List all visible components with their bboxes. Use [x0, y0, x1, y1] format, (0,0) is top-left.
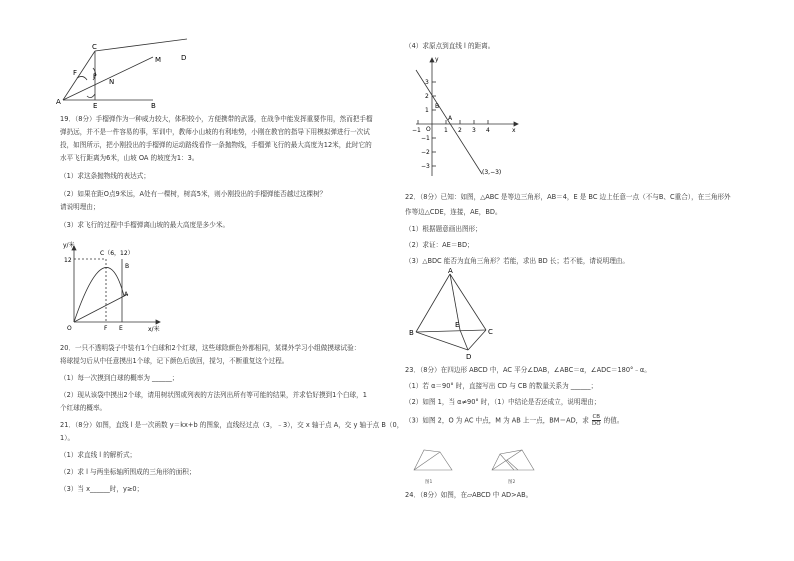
caption-fig1: 图1: [425, 480, 433, 485]
origin-label: O: [67, 325, 72, 332]
q19-line4: 水平飞行距离为6米，山坡 OA 的坡度为1：3。: [60, 154, 199, 162]
q19-sub3: （3）求飞行的过程中手榴弹离山坡的最大高度是多少米。: [60, 221, 230, 229]
point-f-label: F: [104, 325, 108, 332]
label-e: E: [93, 102, 98, 110]
construction-figure: [55, 38, 195, 110]
q23-sub1: （1）若 α＝90° 时，直接写出 CD 与 CB 的数量关系为 ______；: [405, 382, 598, 390]
q19-sub2: （2）如果在距O点9米远，A处有一棵树，树高5米，则小刚投出的手榴弹能否越过这棵树？: [60, 190, 327, 198]
label-d: D: [466, 353, 472, 361]
q19-line1: 19．（8分）手榴弹作为一种威力较大，体积较小，方便携带的武器，在战争中能发挥重要作用，然而把手榴: [60, 115, 373, 123]
y-tick-1: 1: [425, 107, 429, 114]
point-b: B: [435, 103, 440, 110]
label-b: B: [409, 329, 414, 337]
y-tick-neg1: −1: [421, 135, 430, 142]
fraction-denominator: DO: [591, 421, 601, 427]
label-d: D: [181, 54, 187, 62]
label-a: A: [56, 98, 61, 106]
y-tick-neg2: −2: [421, 149, 430, 156]
label-f: F: [73, 69, 78, 77]
q22-sub1: （1）根据题意画出图形；: [405, 225, 482, 233]
q22-sub2: （2）求证：AE＝BD；: [405, 241, 474, 249]
x-axis-label: x/米: [148, 326, 160, 333]
q20-sub2b: 个红球的概率。: [60, 404, 107, 412]
q21-sub4: （4）求原点到直线 l 的距离。: [405, 42, 495, 50]
q23-sub2: （2）如图 1，当 α≠90° 时，（1）中结论是否还成立，说明理由；: [405, 398, 601, 406]
q20-line1: 20．一只不透明袋子中装有1个白球和2个红球，这些球除颜色外都相同，某课外学习小组做摸球试验：: [60, 344, 361, 352]
point-b-label: B: [125, 263, 130, 270]
point-3-neg3: (3,−3): [482, 169, 502, 176]
point-a-label: A: [124, 291, 129, 298]
q21-line2: 1）。: [60, 434, 75, 442]
q19-sub2b: 请说明理由；: [60, 203, 100, 211]
point-e-label: E: [119, 325, 123, 332]
q20-sub1: （1）每一次摸到白球的概率为 ______；: [60, 374, 179, 382]
x-tick-2: 2: [458, 127, 462, 134]
y-axis-letter: y: [435, 56, 439, 63]
q22-line2: 作等边△CDE，连接，AE，BD。: [405, 208, 502, 216]
origin-o: O: [426, 126, 431, 133]
parabola-graph: [60, 238, 170, 333]
quad-figure-2: [488, 444, 540, 486]
q19-line3: 投，如图所示，把小刚投出的手榴弹的运动路线看作一条抛物线，手榴弹飞行的最大高度为12米，此时它的: [60, 141, 372, 149]
fraction-numerator: CB: [592, 414, 601, 420]
q23-line1: 23．（8分）在四边形 ABCD 中，AC 平分∠DAB，∠ABC＝α，∠ADC＝180°﹣α。: [405, 366, 651, 374]
q23-sub3-tail: 的值。: [603, 416, 624, 425]
q22-sub3: （3）△BDC 能否为直角三角形？若能，求出 BD 长；若不能，请说明理由。: [405, 257, 629, 265]
q19-sub1: （1）求这条抛物线的表达式；: [60, 172, 150, 180]
label-a: A: [448, 267, 453, 275]
coordinate-graph: [412, 52, 524, 182]
x-tick-neg1: −1: [412, 127, 421, 134]
label-p: P: [93, 73, 97, 80]
label-m: M: [155, 56, 162, 64]
label-n: N: [109, 78, 115, 86]
q19-line2: 弹扔远，并不是一件容易的事，军训中，教师小山坡的有利地势，小刚在教官的指导下用模拟弹进行一次试: [60, 128, 370, 136]
x-tick-4: 4: [486, 127, 490, 134]
caption-fig2: 图2: [508, 480, 516, 485]
fraction: [592, 414, 601, 427]
x-axis-letter: x: [512, 127, 516, 134]
label-c: C: [92, 43, 97, 51]
q21-sub3: （3）当 x______时，y≥0；: [60, 485, 144, 493]
point-a: A: [448, 115, 453, 122]
q24-line1: 24．（8分）如图，在▱ABCD 中 AD>AB。: [405, 491, 533, 499]
y-tick-2: 2: [425, 93, 429, 100]
q23-sub3: [405, 414, 623, 427]
triangle-figure: [408, 266, 500, 362]
label-b: B: [151, 102, 156, 110]
y-tick-neg3: −3: [421, 163, 430, 170]
label-c: C: [488, 328, 493, 336]
q20-line2: 将球搅匀后从中任意摸出1个球，记下颜色后放回，搅匀，不断重复这个过程。: [60, 357, 289, 365]
q21-sub2: （2）求 l 与两坐标轴所围成的三角形的面积；: [60, 468, 196, 476]
q21-line1: 21．（8分）如图，直线 l 是一次函数 y＝kx+b 的图象，直线经过点（3，﹣3），交 x 轴于点 A，交 y 轴于点 B（0，: [60, 421, 404, 429]
y-tick-3: 3: [425, 79, 429, 86]
q23-sub3-text: （3）如图 2，O 为 AC 中点，M 为 AB 上一点，BM＝AD，求: [405, 416, 589, 425]
x-tick-3: 3: [472, 127, 476, 134]
point-c-label: C（6，12）: [100, 250, 134, 257]
q21-sub1: （1）求直线 l 的解析式；: [60, 451, 137, 459]
q20-sub2: （2）现从该袋中摸出2个球，请用树状图或列表的方法列出所有等可能的结果，并求恰好摸到1个白球，1: [60, 391, 367, 399]
quad-figure-1: [410, 444, 458, 486]
tick-12: 12: [64, 257, 72, 264]
y-axis-label: y/米: [63, 242, 75, 249]
label-e: E: [455, 321, 460, 329]
x-tick-1: 1: [444, 127, 448, 134]
q22-line1: 22．（8分）已知：如图，△ABC 是等边三角形，AB＝4，E 是 BC 边上任意一点（不与B、C重合），在三角形外: [405, 193, 731, 201]
